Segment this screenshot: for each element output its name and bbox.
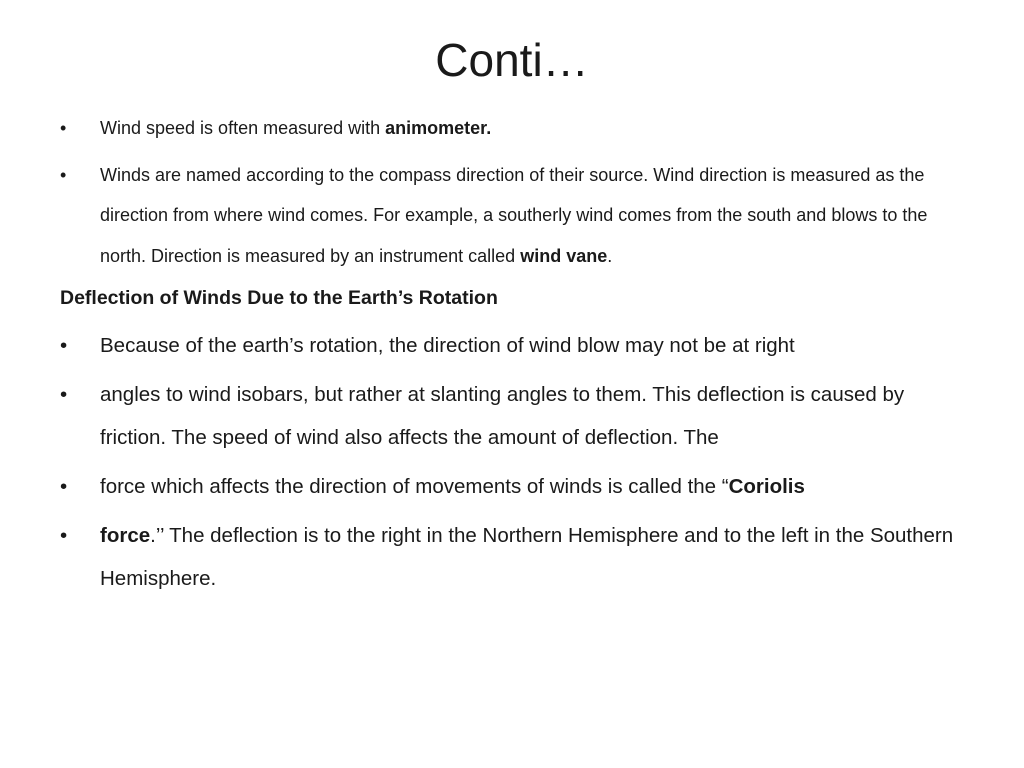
slide-body bbox=[60, 108, 960, 600]
bold-term: force bbox=[100, 524, 151, 547]
bullet-marker: • bbox=[60, 524, 68, 547]
slide-title: Conti… bbox=[435, 34, 589, 86]
bullet-text: Winds are named according to the compass direction of their source. Wind direction is measured as the direction from where wind comes. For example, a southerly wind comes from the south and blows to the north. Direction is measured by an instrument called wind vane. bbox=[100, 164, 928, 266]
bullet-item bbox=[60, 324, 960, 367]
bullet-text: force.’’ The deflection is to the right in the Northern Hemisphere and to the left in the Southern Hemisphere. bbox=[100, 524, 954, 590]
bullet-text: Wind speed is often measured with animometer. bbox=[100, 118, 492, 138]
bullet-item bbox=[60, 108, 960, 149]
bullet-marker: • bbox=[60, 383, 68, 406]
bullet-text: Because of the earth’s rotation, the direction of wind blow may not be at right bbox=[100, 334, 795, 357]
bullet-marker: • bbox=[60, 164, 67, 185]
bold-term: animometer. bbox=[385, 118, 492, 138]
bold-term: Coriolis bbox=[728, 475, 805, 498]
bullet-text: angles to wind isobars, but rather at slanting angles to them. This deflection is caused by friction. The speed of wind also affects the amount of deflection. The bbox=[100, 383, 905, 449]
bullet-marker: • bbox=[60, 475, 68, 498]
bullet-item bbox=[60, 373, 960, 459]
bullet-item bbox=[60, 155, 960, 277]
bullet-text: force which affects the direction of movements of winds is called the “Coriolis bbox=[100, 475, 805, 498]
bold-term: wind vane bbox=[520, 245, 608, 266]
section-heading: Deflection of Winds Due to the Earth’s Rotation bbox=[60, 287, 498, 309]
bullet-marker: • bbox=[60, 334, 68, 357]
bullet-item bbox=[60, 465, 960, 508]
bullet-marker: • bbox=[60, 118, 67, 138]
bullet-item bbox=[60, 514, 960, 600]
